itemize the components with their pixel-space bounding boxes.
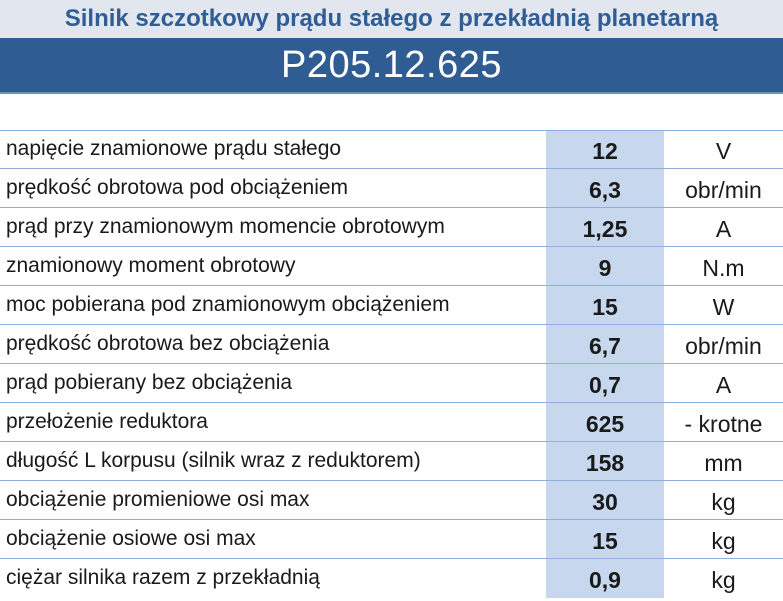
- spec-value: 12: [592, 138, 618, 164]
- spec-row: [0, 169, 783, 208]
- spec-row: [0, 325, 783, 364]
- spec-value: 6,7: [589, 333, 621, 359]
- spec-row: [0, 442, 783, 481]
- spec-value: 30: [592, 489, 618, 515]
- spec-unit: A: [715, 372, 732, 398]
- spec-value: 158: [585, 450, 625, 476]
- spec-label: przełożenie reduktora: [6, 410, 208, 433]
- spec-label: długość L korpusu (silnik wraz z reduktorem): [6, 449, 421, 472]
- spec-value: 15: [592, 294, 618, 320]
- spec-unit: kg: [711, 567, 736, 593]
- spec-label: prąd pobierany bez obciążenia: [6, 371, 293, 394]
- spec-label: ciężar silnika razem z przekładnią: [6, 566, 320, 589]
- spec-row: [0, 520, 783, 559]
- spec-unit: kg: [711, 528, 736, 554]
- spec-row: [0, 286, 783, 325]
- spec-value: 1,25: [582, 216, 628, 242]
- spec-label: prędkość obrotowa pod obciążeniem: [6, 176, 349, 199]
- spec-label: prędkość obrotowa bez obciążenia: [6, 332, 330, 355]
- spec-value: 15: [592, 528, 618, 554]
- spec-unit: obr/min: [685, 177, 762, 203]
- spec-unit: W: [712, 294, 735, 320]
- spec-value: 0,9: [589, 567, 621, 593]
- spec-row: [0, 208, 783, 247]
- spec-label: prąd przy znamionowym momencie obrotowym: [6, 215, 445, 238]
- spec-row: [0, 364, 783, 403]
- title-bar: [0, 0, 783, 38]
- spec-label: obciążenie promieniowe osi max: [6, 488, 310, 511]
- spec-unit: kg: [711, 489, 736, 515]
- spec-value: 0,7: [589, 372, 621, 398]
- model-bar: [0, 38, 783, 94]
- spec-value: 625: [585, 411, 625, 437]
- spec-label: znamionowy moment obrotowy: [6, 254, 296, 277]
- spec-unit: A: [715, 216, 732, 242]
- spec-row: [0, 403, 783, 442]
- spec-unit: - krotne: [684, 411, 763, 437]
- spec-label: obciążenie osiowe osi max: [6, 527, 256, 550]
- spec-table: [0, 130, 783, 598]
- model-number: P205.12.625: [280, 43, 503, 86]
- spec-row: [0, 130, 783, 169]
- spec-unit: N.m: [702, 255, 745, 281]
- spec-unit: V: [715, 138, 732, 164]
- spec-label: moc pobierana pod znamionowym obciążeniem: [6, 293, 450, 316]
- spec-unit: obr/min: [685, 333, 762, 359]
- spec-value: 6,3: [589, 177, 621, 203]
- spec-row: [0, 559, 783, 598]
- spec-unit: mm: [704, 450, 743, 476]
- spec-row: [0, 247, 783, 286]
- spec-label: napięcie znamionowe prądu stałego: [6, 137, 342, 160]
- spec-value: 9: [598, 255, 612, 281]
- page-title: Silnik szczotkowy prądu stałego z przekładnią planetarną: [64, 5, 719, 32]
- spec-row: [0, 481, 783, 520]
